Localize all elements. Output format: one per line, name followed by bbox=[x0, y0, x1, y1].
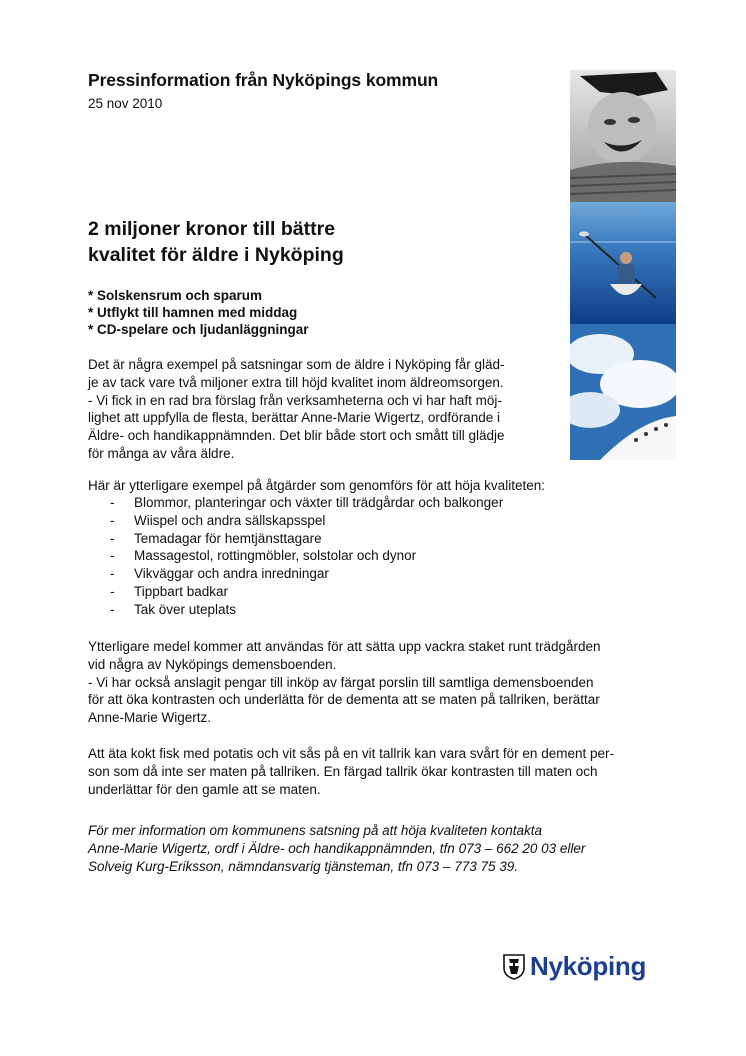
list-dash: - bbox=[110, 548, 115, 564]
intro-paragraph bbox=[88, 356, 560, 463]
list-dash: - bbox=[110, 495, 115, 510]
text-line: för många av våra äldre. bbox=[88, 445, 235, 461]
list-item-text: Vikväggar och andra inredningar bbox=[134, 566, 329, 582]
list-dash: - bbox=[110, 530, 115, 546]
list-item-text: Wiispel och andra sällskapsspel bbox=[134, 512, 326, 528]
text-line: Ytterligare medel kommer att användas för att sätta upp vackra staket runt trädgården bbox=[88, 639, 601, 654]
contact-paragraph bbox=[88, 822, 688, 875]
list-intro: Här är ytterligare exempel på åtgärder som genomförs för att höja kvaliteten: bbox=[88, 478, 545, 493]
text-line: Solveig Kurg-Eriksson, nämndansvarig tjänsteman, tfn 073 – 773 75 39. bbox=[88, 858, 519, 874]
text-line: vid några av Nyköpings demensboenden. bbox=[88, 656, 337, 672]
text-line: lighet att uppfylla de flesta, berättar Anne-Marie Wigertz, ordförande i bbox=[88, 410, 500, 426]
headline-line: kvalitet för äldre i Nyköping bbox=[88, 244, 344, 266]
page-title: Pressinformation från Nyköpings kommun bbox=[88, 70, 439, 90]
headline bbox=[88, 216, 344, 268]
kayak-photo bbox=[570, 202, 676, 324]
list-dash: - bbox=[110, 566, 115, 582]
fence-porcelain-paragraph bbox=[88, 638, 688, 727]
text-line: För mer information om kommunens satsning på att höja kvaliteten kontakta bbox=[88, 823, 542, 838]
text-line: Äldre- och handikappnämnden. Det blir både stort och smått till glädje bbox=[88, 428, 505, 444]
list-item bbox=[110, 547, 503, 565]
clouds-airplane-photo bbox=[570, 324, 676, 460]
list-item bbox=[110, 512, 503, 530]
headline-line: 2 miljoner kronor till bättre bbox=[88, 218, 336, 240]
list-item bbox=[110, 530, 503, 548]
list-item-text: Tak över uteplats bbox=[134, 601, 237, 617]
text-line: Att äta kokt fisk med potatis och vit sås på en vit tallrik kan vara svårt för en dement per- bbox=[88, 746, 614, 761]
text-line: Anne-Marie Wigertz. bbox=[88, 710, 212, 726]
list-dash: - bbox=[110, 512, 115, 528]
text-line: Anne-Marie Wigertz, ordf i Äldre- och handikappnämnden, tfn 073 – 662 20 03 eller bbox=[88, 840, 586, 856]
highlights-list bbox=[88, 287, 309, 338]
highlight-item: * Utflykt till hamnen med middag bbox=[88, 305, 298, 320]
logo-wordmark: Nyköping bbox=[530, 951, 647, 981]
text-line: je av tack vare två miljoner extra till höjd kvalitet inom äldreomsorgen. bbox=[88, 374, 504, 390]
plate-paragraph bbox=[88, 745, 688, 798]
highlight-item: * CD-spelare och ljudanläggningar bbox=[88, 322, 309, 337]
measures-list bbox=[110, 494, 503, 619]
list-item bbox=[110, 601, 503, 619]
list-item-text: Temadagar för hemtjänsttagare bbox=[134, 530, 322, 546]
publish-date: 25 nov 2010 bbox=[88, 96, 163, 111]
text-line: för att öka kontrasten och underlätta för de dementa att se maten på tallriken, berättar bbox=[88, 692, 600, 708]
coat-of-arms-icon bbox=[503, 954, 525, 980]
list-item bbox=[110, 583, 503, 601]
text-line: underlättar för den gamle att se maten. bbox=[88, 781, 321, 797]
list-item-text: Blommor, planteringar och växter till trädgårdar och balkonger bbox=[134, 495, 504, 510]
text-line: - Vi har också anslagit pengar till inköp av färgat porslin till samtliga demensboenden bbox=[88, 674, 594, 690]
list-item bbox=[110, 565, 503, 583]
nykoping-logo bbox=[503, 951, 646, 982]
list-item-text: Massagestol, rottingmöbler, solstolar och dynor bbox=[134, 548, 417, 564]
list-item bbox=[110, 494, 503, 512]
boy-photo bbox=[570, 70, 676, 202]
highlight-item: * Solskensrum och sparum bbox=[88, 288, 263, 303]
list-dash: - bbox=[110, 601, 115, 617]
text-line: - Vi fick in en rad bra förslag från verksamheterna och vi har haft möj- bbox=[88, 392, 502, 408]
text-line: Det är några exempel på satsningar som de äldre i Nyköping får gläd- bbox=[88, 357, 505, 372]
list-dash: - bbox=[110, 583, 115, 599]
text-line: son som då inte ser maten på tallriken. En färgad tallrik ökar kontrasten till maten och bbox=[88, 763, 598, 779]
list-item-text: Tippbart badkar bbox=[134, 583, 229, 599]
